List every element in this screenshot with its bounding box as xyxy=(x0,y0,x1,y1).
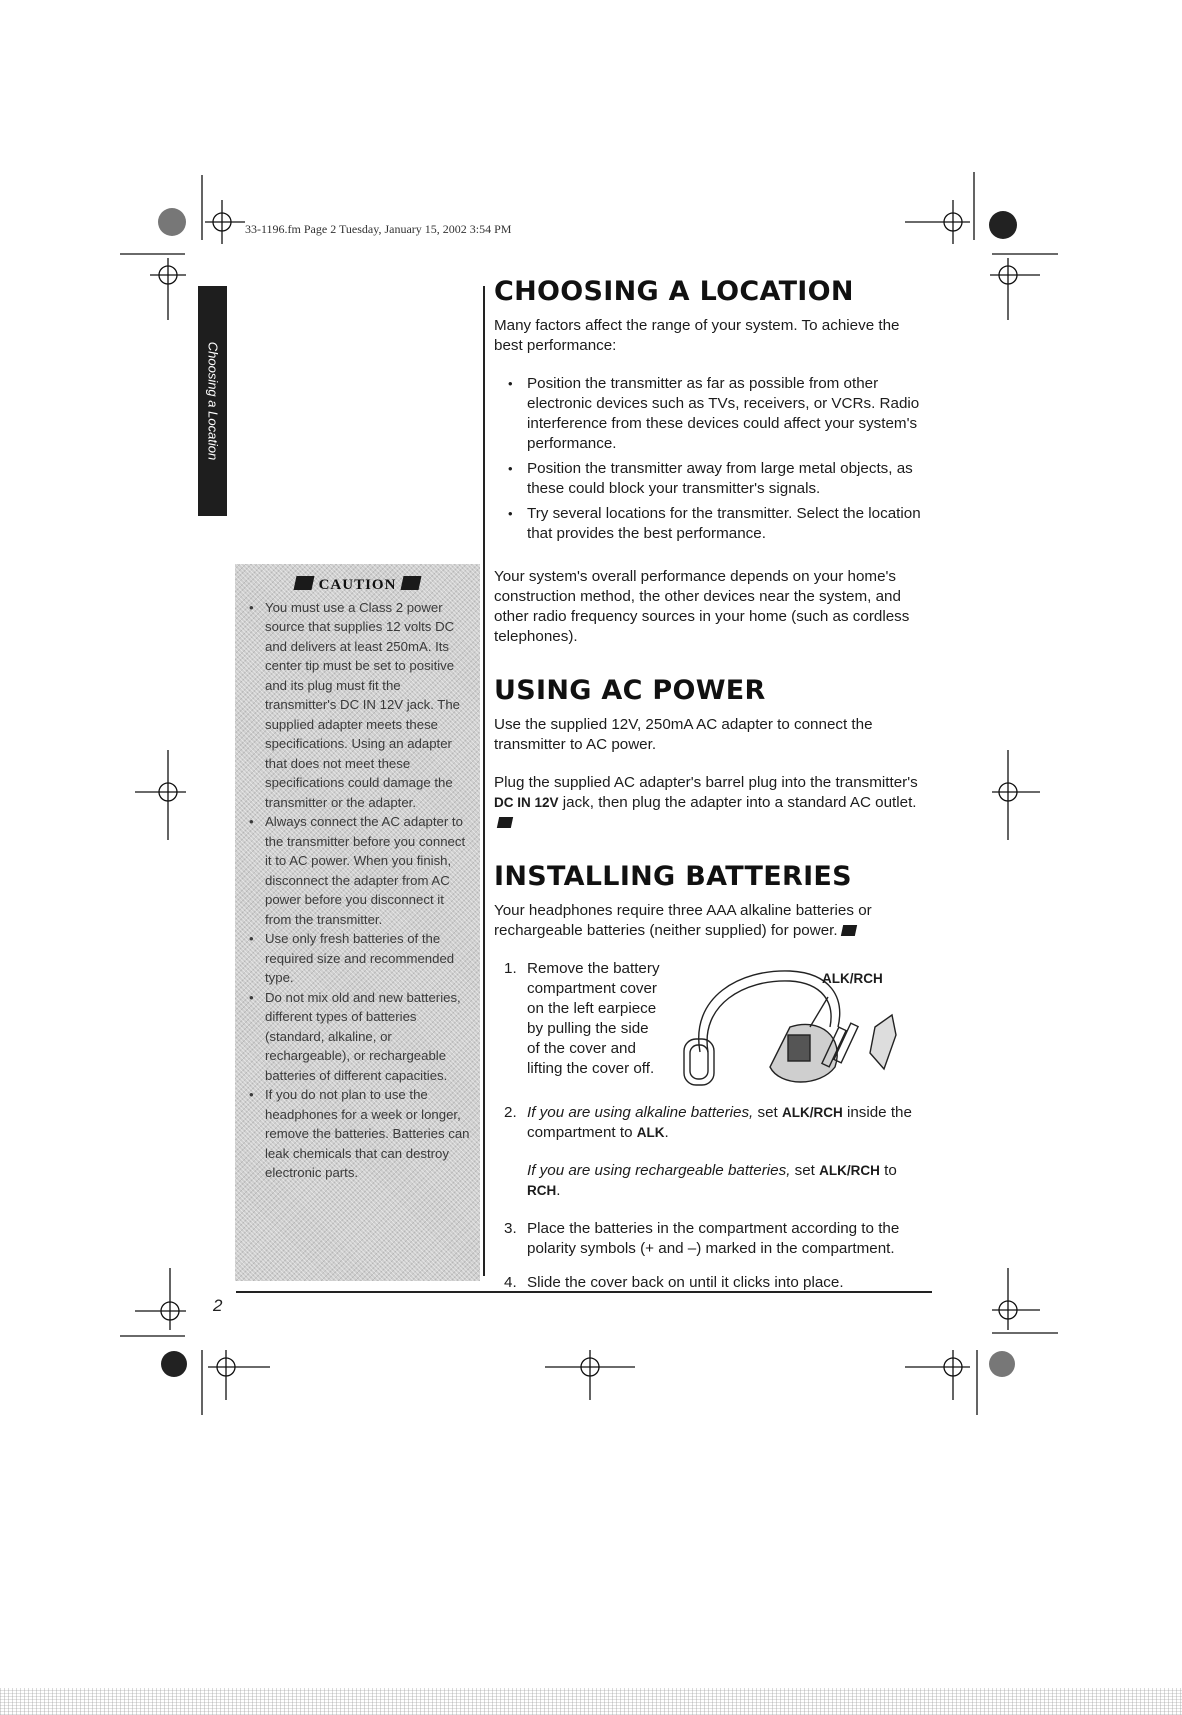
jack-label: DC IN 12V xyxy=(494,795,559,810)
step-text xyxy=(527,1161,930,1201)
figure-label: ALK/RCH xyxy=(822,971,883,986)
text: Your headphones require three AAA alkaline batteries or rechargeable batteries (neither supplied) for power. xyxy=(494,902,872,939)
warning-icon xyxy=(401,576,422,590)
text: jack, then plug the adapter into a standard AC outlet. xyxy=(558,794,917,811)
heading-choosing-location: CHOOSING A LOCATION xyxy=(494,276,854,307)
headphone-illustration xyxy=(670,957,930,1097)
text: inside the compartment to xyxy=(527,1104,912,1141)
note-end-icon xyxy=(497,817,513,828)
caution-item: • Use only fresh batteries of the required size and recommended type. xyxy=(245,929,470,988)
text: . xyxy=(664,1124,669,1141)
step-number: 4. xyxy=(504,1274,517,1291)
text: If you are using rechargeable batteries, xyxy=(527,1162,791,1179)
text: set xyxy=(753,1104,782,1121)
step-text: Place the batteries in the compartment according to the polarity symbols (+ and –) marked in the compartment. xyxy=(527,1220,900,1257)
note-end-icon xyxy=(840,925,856,936)
caution-box xyxy=(235,564,480,1281)
caution-item: • You must use a Class 2 power source that supplies 12 volts DC and delivers at least 250mA. Its center tip must be set to positive and its plug must fit the transmitter's DC IN 12V jack. The supplied adapter meets these specifications. Using an adapter that does not meet these specifications could damage the transmitter or the adapter. xyxy=(245,598,470,813)
step-text: Slide the cover back on until it clicks into place. xyxy=(527,1274,844,1291)
caution-title-text: CAUTION xyxy=(318,577,397,593)
heading-ac-power: USING AC POWER xyxy=(494,675,766,706)
step-number: 2. xyxy=(504,1104,517,1121)
caution-item: • Always connect the AC adapter to the transmitter before you connect it to AC power. When you finish, disconnect the adapter from AC power before you disconnect it from the transmitter. xyxy=(245,812,470,929)
text: . xyxy=(556,1182,561,1199)
text: to xyxy=(879,1162,897,1179)
paragraph xyxy=(494,773,930,833)
list-item: • Try several locations for the transmitter. Select the location that provides the best performance. xyxy=(494,504,930,544)
step-item xyxy=(494,1103,930,1201)
caution-list xyxy=(245,598,470,1183)
list-item: • Position the transmitter as far as possible from other electronic devices such as TVs, receivers, or VCRs. Radio interference from these devices could affect your system's performance. xyxy=(494,374,930,454)
section-tab-label: Choosing a Location xyxy=(205,341,220,461)
location-tips xyxy=(494,374,930,544)
paragraph: Your system's overall performance depends on your home's construction method, the other devices near the system, and other radio frequency sources in your home (such as cordless telephones). xyxy=(494,568,910,645)
step-number: 3. xyxy=(504,1220,517,1237)
battery-steps xyxy=(494,959,930,1293)
caution-heading xyxy=(245,576,470,596)
paragraph: Use the supplied 12V, 250mA AC adapter to connect the transmitter to AC power. xyxy=(494,716,873,753)
text: Plug the supplied AC adapter's barrel plug into the transmitter's xyxy=(494,774,918,791)
step-item xyxy=(494,1219,930,1259)
text: If you are using alkaline batteries, xyxy=(527,1104,754,1121)
column-divider xyxy=(483,286,485,1276)
switch-value: ALK xyxy=(636,1125,665,1140)
heading-installing-batteries: INSTALLING BATTERIES xyxy=(494,861,852,892)
step-item xyxy=(494,1273,930,1293)
paragraph: Many factors affect the range of your system. To achieve the best performance: xyxy=(494,317,900,354)
scan-noise xyxy=(0,1688,1182,1715)
warning-icon xyxy=(293,576,314,590)
caution-item: • Do not mix old and new batteries, different types of batteries (standard, alkaline, or rechargeable), or rechargeable batteries of different capacities. xyxy=(245,988,470,1086)
switch-label: ALK/RCH xyxy=(819,1163,880,1178)
list-item: • Position the transmitter away from large metal objects, as these could block your transmitter's signals. xyxy=(494,459,930,499)
switch-value: RCH xyxy=(527,1183,557,1198)
paragraph xyxy=(494,901,930,941)
headphones-icon xyxy=(670,957,930,1097)
step-item xyxy=(494,959,930,1097)
text: set xyxy=(790,1162,820,1179)
step-number: 1. xyxy=(504,960,517,977)
main-content xyxy=(494,276,930,1293)
section-tab xyxy=(198,286,227,516)
step-text: Remove the battery compartment cover on the left earpiece by pulling the side of the cover and lifting the cover off. xyxy=(527,960,660,1077)
caution-item: • If you do not plan to use the headphones for a week or longer, remove the batteries. Batteries can leak chemicals that can destroy electronic parts. xyxy=(245,1085,470,1183)
page-number: 2 xyxy=(213,1296,223,1315)
switch-label: ALK/RCH xyxy=(781,1105,843,1120)
footer-rule xyxy=(236,1291,932,1293)
file-header: 33-1196.fm Page 2 Tuesday, January 15, 2002 3:54 PM xyxy=(245,222,512,236)
step-text xyxy=(527,1103,930,1143)
